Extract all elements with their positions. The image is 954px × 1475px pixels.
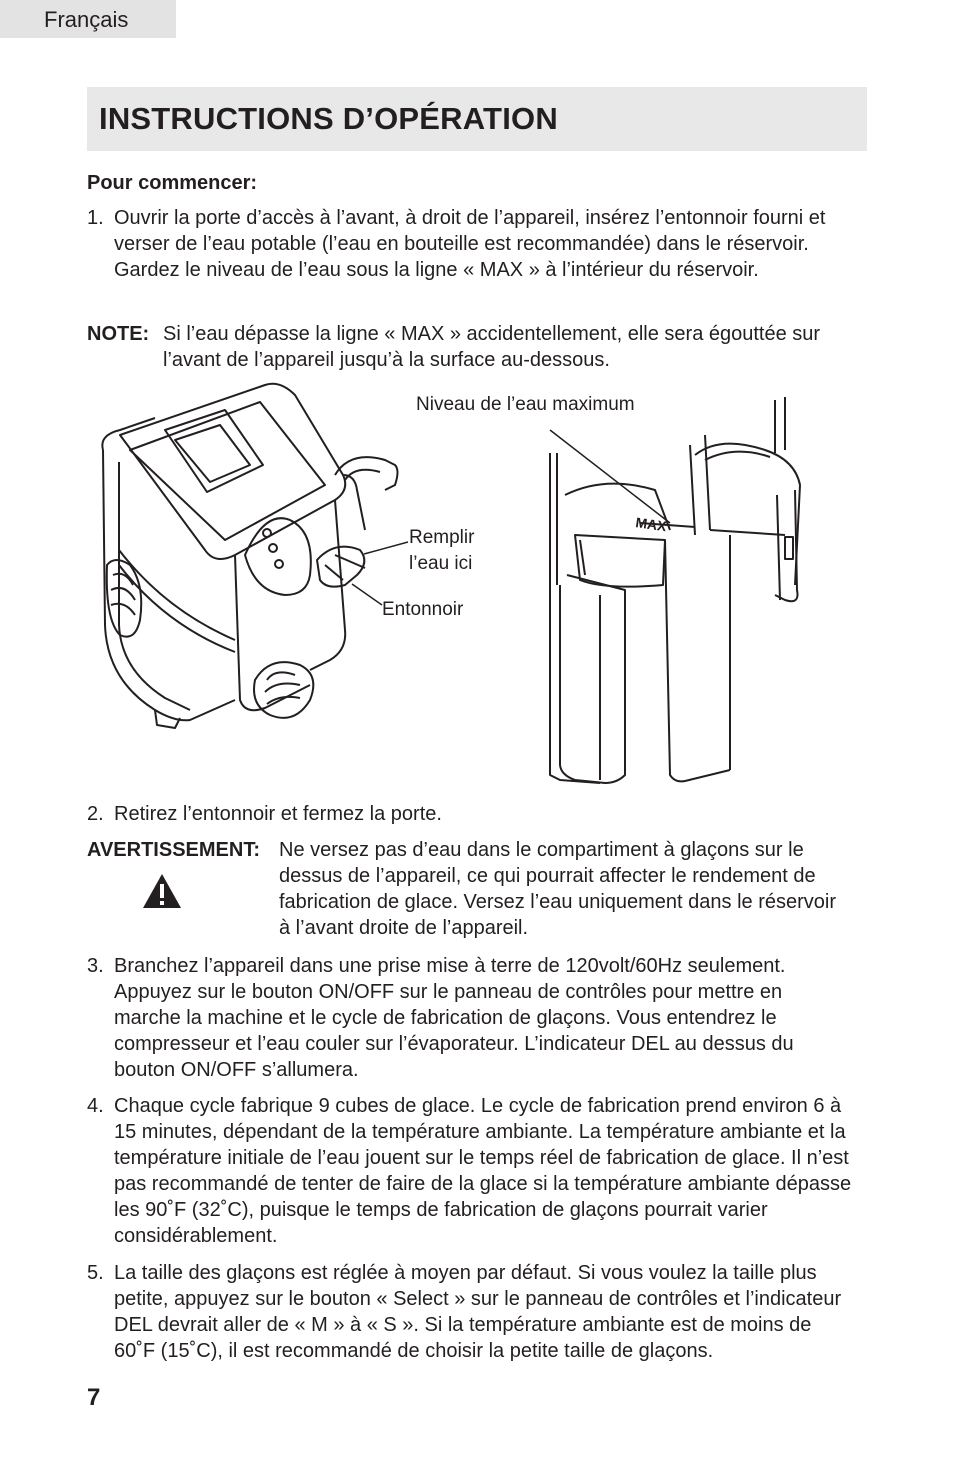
step-number: 4. <box>87 1095 104 1117</box>
label-funnel: Entonnoir <box>382 599 464 620</box>
note-label: NOTE: <box>87 323 150 345</box>
language-tab: Français <box>0 0 176 38</box>
warning <box>87 837 867 941</box>
warning-triangle-icon <box>142 873 182 909</box>
label-max-level: Niveau de l’eau maximum <box>416 394 635 415</box>
step-4 <box>87 1093 867 1249</box>
step-2 <box>87 801 867 827</box>
note-text: Si l’eau dépasse la ligne « MAX » accidentellement, elle sera égouttée sur l’avant de l’appareil jusqu’à la surface au-dessous. <box>163 323 821 371</box>
step-text: Ouvrir la porte d’accès à l’avant, à droit de l’appareil, insérez l’entonnoir fourni et verser de l’eau potable (l’eau en bouteille est recommandée) dans le réservoir. Gardez le niveau de l’eau sous la ligne « MAX » à l’intérieur du réservoir. <box>114 207 826 281</box>
step-text: Retirez l’entonnoir et fermez la porte. <box>114 803 442 825</box>
label-fill-line2: l’eau ici <box>409 553 473 574</box>
step-1 <box>87 205 867 283</box>
label-fill-line1: Remplir <box>409 527 475 548</box>
step-number: 5. <box>87 1262 104 1284</box>
title-bar <box>87 87 867 151</box>
step-number: 2. <box>87 803 104 825</box>
step-5 <box>87 1260 867 1364</box>
reservoir-illustration <box>545 395 845 785</box>
max-marking: MAX <box>634 514 668 535</box>
step-text: Branchez l’appareil dans une prise mise à terre de 120volt/60Hz seulement. Appuyez sur le bouton ON/OFF sur le panneau de contrôles pour mettre en marche la machine et le cycle de fabrication de glaçons. Vous entendrez le compresseur et l’eau couler sur l’évaporateur. L’indicateur DEL au dessus du bouton ON/OFF s’allumera. <box>114 955 794 1081</box>
warning-label: AVERTISSEMENT: <box>87 839 260 861</box>
fill-pointer-line <box>360 540 410 560</box>
step-number: 3. <box>87 955 104 977</box>
step-text: Chaque cycle fabrique 9 cubes de glace. Le cycle de fabrication prend environ 6 à 15 minutes, dépendant de la température ambiante. La température ambiante et la température initiale de l’eau jouent sur le temps réel de fabrication de glace. Il n’est pas recommandé de tenter de faire de la glace si la température ambiante dépasse les 90˚F (32˚C), puisque le temps de fabrication de glaçons pourrait varier considérablement. <box>114 1095 852 1247</box>
page-title: INSTRUCTIONS D’OPÉRATION <box>99 101 558 136</box>
section-heading: Pour commencer: <box>87 172 258 194</box>
page-number: 7 <box>87 1384 101 1411</box>
funnel-pointer-line <box>348 580 388 610</box>
warning-text: Ne versez pas d’eau dans le compartiment à glaçons sur le dessus de l’appareil, ce qui pourrait affecter le rendement de fabrication de glace. Versez l’eau uniquement dans le réservoir à l’avant droite de l’appareil. <box>279 839 836 939</box>
step-number: 1. <box>87 207 104 229</box>
step-text: La taille des glaçons est réglée à moyen par défaut. Si vous voulez la taille plus petite, appuyez sur le bouton « Select » sur le panneau de contrôles et l’indicateur DEL devrait aller de « M » à « S ». Si la température ambiante est de moins de 60˚F (15˚C), il est recommandé de choisir la petite taille de glaçons. <box>114 1262 842 1362</box>
note <box>87 321 867 373</box>
step-3 <box>87 953 867 1083</box>
